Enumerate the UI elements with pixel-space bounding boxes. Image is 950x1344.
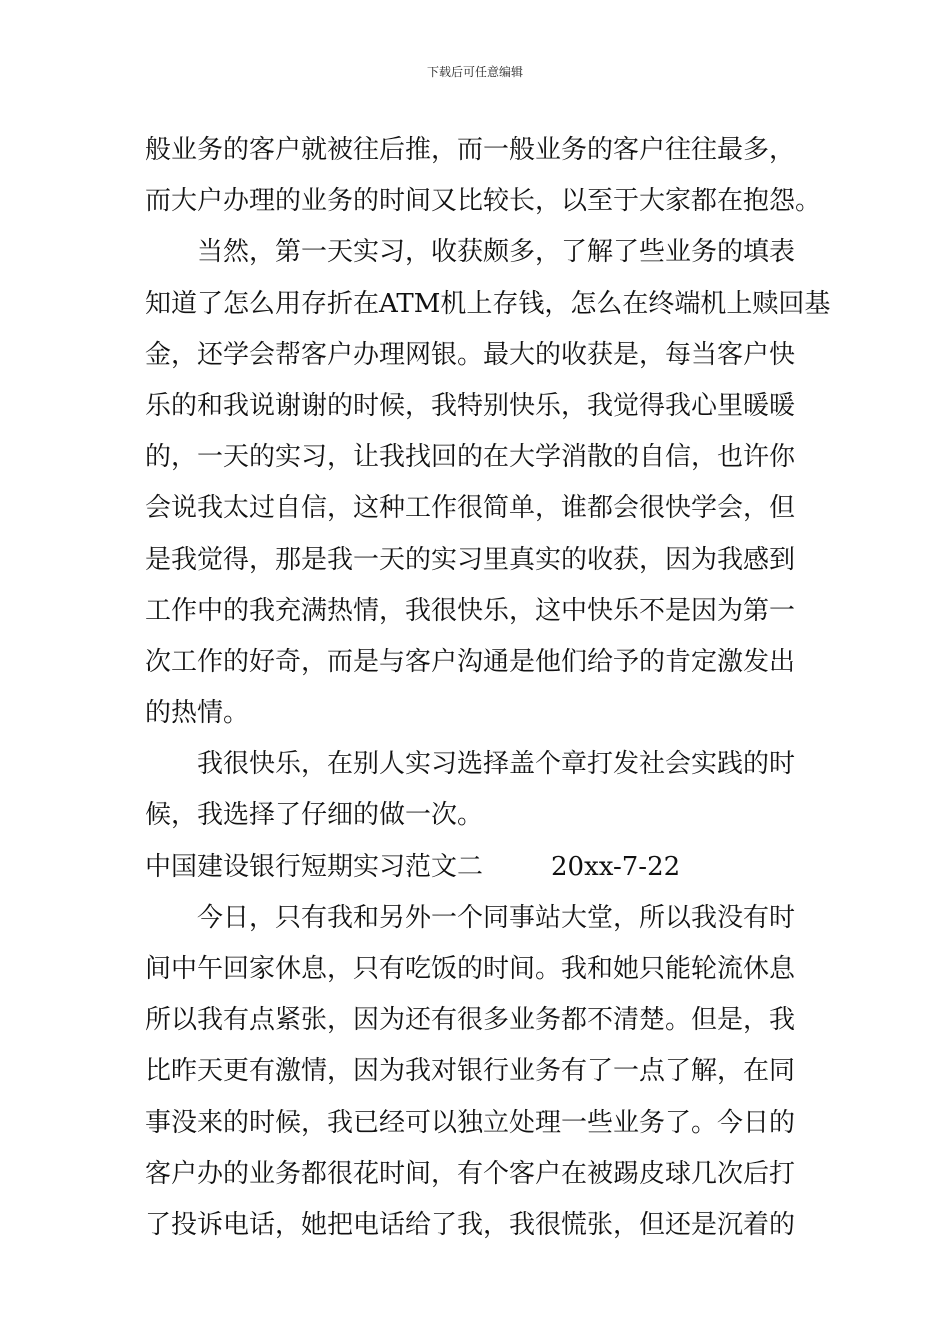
text-line: 候，我选择了仔细的做一次。 (145, 800, 484, 831)
text-line: 工作中的我充满热情，我很快乐，这中快乐不是因为第一 (145, 595, 796, 626)
text-line: 事没来的时候，我已经可以独立处理一些业务了。今日的 (145, 1107, 796, 1138)
text-line: 会说我太过自信，这种工作很简单，谁都会很快学会，但 (145, 493, 796, 524)
text-line: 金，还学会帮客户办理网银。最大的收获是，每当客户快 (145, 339, 796, 370)
text-line: 了投诉电话，她把电话给了我，我很慌张，但还是沉着的 (145, 1209, 796, 1240)
text-line: 比昨天更有激情，因为我对银行业务有了一点了解，在同 (145, 1056, 796, 1087)
text-line: 般业务的客户就被往后推，而一般业务的客户往往最多， (145, 135, 796, 165)
text-line: 而大户办理的业务的时间又比较长，以至于大家都在抱怨。 (145, 186, 822, 217)
section-heading-date: 20xx-7-22 (551, 851, 681, 882)
text-line: 是我觉得，那是我一天的实习里真实的收获，因为我感到 (145, 544, 796, 575)
text-line: 次工作的好奇，而是与客户沟通是他们给予的肯定激发出 (145, 646, 796, 677)
paragraph-start-line: 我很快乐，在别人实习选择盖个章打发社会实践的时 (197, 749, 796, 780)
text-line: 的，一天的实习，让我找回的在大学消散的自信，也许你 (145, 442, 796, 473)
text-line: 所以我有点紧张，因为还有很多业务都不清楚。但是，我 (145, 1005, 796, 1036)
text-line: 间中午回家休息，只有吃饭的时间。我和她只能轮流休息 (145, 954, 796, 984)
text-line: 客户办的业务都很花时间，有个客户在被踢皮球几次后打 (145, 1158, 796, 1189)
paragraph-start-line: 今日，只有我和另外一个同事站大堂，所以我没有时 (197, 902, 796, 933)
paragraph-start-line: 当然，第一天实习，收获颇多，了解了些业务的填表 (197, 237, 796, 268)
text-line: 的热情。 (145, 698, 250, 729)
text-line: 乐的和我说谢谢的时候，我特别快乐，我觉得我心里暖暖 (145, 390, 796, 421)
section-heading-title: 中国建设银行短期实习范文二 (145, 851, 484, 882)
section-heading (145, 842, 810, 893)
text-line: 知道了怎么用存折在ATM机上存钱，怎么在终端机上赎回基 (145, 288, 831, 319)
page-header: 下载后可任意编辑 (426, 65, 523, 79)
document-body (145, 125, 831, 1251)
